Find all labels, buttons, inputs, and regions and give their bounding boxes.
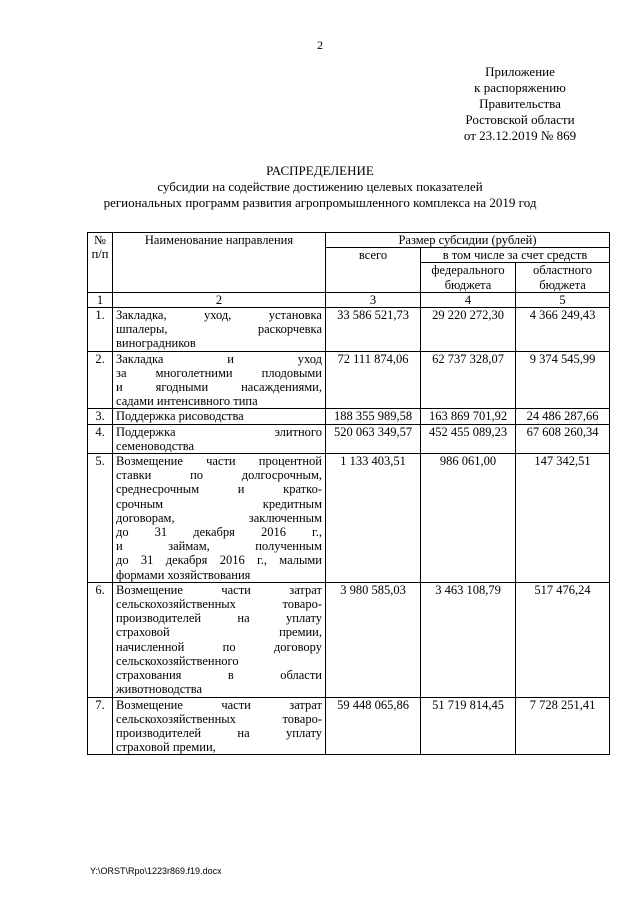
row-federal-amount: 62 737 328,07 xyxy=(421,351,516,409)
col-number: 2 xyxy=(113,292,326,307)
row-number: 5. xyxy=(88,454,113,583)
name-line: семеноводства xyxy=(116,438,195,453)
row-number: 7. xyxy=(88,697,113,755)
name-line: среднесрочным и кратко- xyxy=(116,482,322,497)
col-number: 1 xyxy=(88,292,113,307)
name-line: сельскохозяйственного xyxy=(116,653,239,668)
row-number: 6. xyxy=(88,582,113,697)
row-total-amount: 72 111 874,06 xyxy=(326,351,421,409)
header-num: № п/п xyxy=(88,233,113,293)
name-line: Поддержка элитного xyxy=(116,424,322,439)
name-line: Возмещение части затрат xyxy=(116,697,322,712)
subsidy-table xyxy=(87,232,610,755)
row-number: 2. xyxy=(88,351,113,409)
row-direction-name xyxy=(113,454,326,583)
row-regional-amount: 67 608 260,34 xyxy=(516,424,610,453)
title-line: субсидии на содействие достижению целевых показателей xyxy=(157,179,483,194)
row-direction-name xyxy=(113,351,326,409)
row-number: 1. xyxy=(88,308,113,352)
row-direction-name xyxy=(113,424,326,453)
name-line: страхования в области xyxy=(116,668,322,683)
name-line: садами интенсивного типа xyxy=(116,394,258,409)
row-regional-amount: 24 486 287,66 xyxy=(516,409,610,424)
name-line: сельскохозяйственных товаро- xyxy=(116,597,322,612)
appendix-line: Ростовской области xyxy=(465,112,575,127)
header-name: Наименование направления xyxy=(113,233,326,293)
name-line: формами хозяйствования xyxy=(116,567,251,582)
row-total-amount: 3 980 585,03 xyxy=(326,582,421,697)
name-line: и займам, полученным xyxy=(116,539,322,554)
title-heading: РАСПРЕДЕЛЕНИЕ xyxy=(266,163,374,178)
row-federal-amount: 29 220 272,30 xyxy=(421,308,516,352)
name-line: Закладка, уход, установка xyxy=(116,308,322,323)
row-federal-amount: 51 719 814,45 xyxy=(421,697,516,755)
row-regional-amount: 7 728 251,41 xyxy=(516,697,610,755)
col-number: 3 xyxy=(326,292,421,307)
header-incl: в том числе за счет средств xyxy=(421,248,610,263)
name-line: начисленной по договору xyxy=(116,639,322,654)
row-total-amount: 1 133 403,51 xyxy=(326,454,421,583)
row-total-amount: 33 586 521,73 xyxy=(326,308,421,352)
name-line: срочным кредитным xyxy=(116,496,322,511)
name-line: Закладка и уход xyxy=(116,351,322,366)
row-federal-amount: 3 463 108,79 xyxy=(421,582,516,697)
table-row xyxy=(88,424,610,453)
page-number: 2 xyxy=(317,38,323,52)
row-federal-amount: 163 869 701,92 xyxy=(421,409,516,424)
row-regional-amount: 9 374 545,99 xyxy=(516,351,610,409)
row-direction-name xyxy=(113,409,326,424)
header-regional: областного бюджета xyxy=(516,263,610,292)
row-direction-name xyxy=(113,582,326,697)
title-line: региональных программ развития агропромышленного комплекса на 2019 год xyxy=(103,195,537,210)
row-regional-amount: 147 342,51 xyxy=(516,454,610,583)
name-line: ставки по долгосрочным, xyxy=(116,468,322,483)
row-number: 3. xyxy=(88,409,113,424)
col-number: 5 xyxy=(516,292,610,307)
appendix-line: Правительства xyxy=(479,96,561,111)
row-federal-amount: 452 455 089,23 xyxy=(421,424,516,453)
name-line: шпалеры, раскорчевка xyxy=(116,322,322,337)
row-regional-amount: 4 366 249,43 xyxy=(516,308,610,352)
header-row xyxy=(88,233,610,248)
name-line: страховой премии, xyxy=(116,625,322,640)
name-line: Возмещение части затрат xyxy=(116,582,322,597)
col-number: 4 xyxy=(421,292,516,307)
appendix-line: Приложение xyxy=(485,64,555,79)
appendix-line: от 23.12.2019 № 869 xyxy=(463,128,577,143)
header-size: Размер субсидии (рублей) xyxy=(326,233,610,248)
table-row xyxy=(88,582,610,697)
name-line: за многолетними плодовыми xyxy=(116,365,322,380)
name-line: производителей на уплату xyxy=(116,725,322,740)
table-row xyxy=(88,697,610,755)
table-row xyxy=(88,409,610,424)
appendix-block xyxy=(420,64,620,144)
appendix-line: к распоряжению xyxy=(474,80,566,95)
name-line: Поддержка рисоводства xyxy=(116,409,244,424)
file-path-footer: Y:\ORST\Rpo\1223r869.f19.docx xyxy=(90,866,222,876)
row-federal-amount: 986 061,00 xyxy=(421,454,516,583)
table-row xyxy=(88,454,610,583)
name-line: виноградников xyxy=(116,336,196,351)
name-line: до 31 декабря 2016 г., xyxy=(116,525,322,540)
name-line: до 31 декабря 2016 г., малыми xyxy=(116,553,322,568)
row-direction-name xyxy=(113,697,326,755)
row-number: 4. xyxy=(88,424,113,453)
row-total-amount: 188 355 989,58 xyxy=(326,409,421,424)
row-regional-amount: 517 476,24 xyxy=(516,582,610,697)
name-line: страховой премии, xyxy=(116,740,216,755)
table-row xyxy=(88,308,610,352)
row-direction-name xyxy=(113,308,326,352)
row-total-amount: 59 448 065,86 xyxy=(326,697,421,755)
name-line: Возмещение части процентной xyxy=(116,454,322,469)
header-total: всего xyxy=(326,248,421,293)
row-total-amount: 520 063 349,57 xyxy=(326,424,421,453)
name-line: и ягодными насаждениями, xyxy=(116,380,322,395)
name-line: сельскохозяйственных товаро- xyxy=(116,711,322,726)
name-line: животноводства xyxy=(116,682,202,697)
name-line: производителей на уплату xyxy=(116,611,322,626)
document-title xyxy=(0,163,640,211)
table-row xyxy=(88,351,610,409)
column-number-row xyxy=(88,292,610,307)
header-federal: федерального бюджета xyxy=(421,263,516,292)
name-line: договорам, заключенным xyxy=(116,510,322,525)
